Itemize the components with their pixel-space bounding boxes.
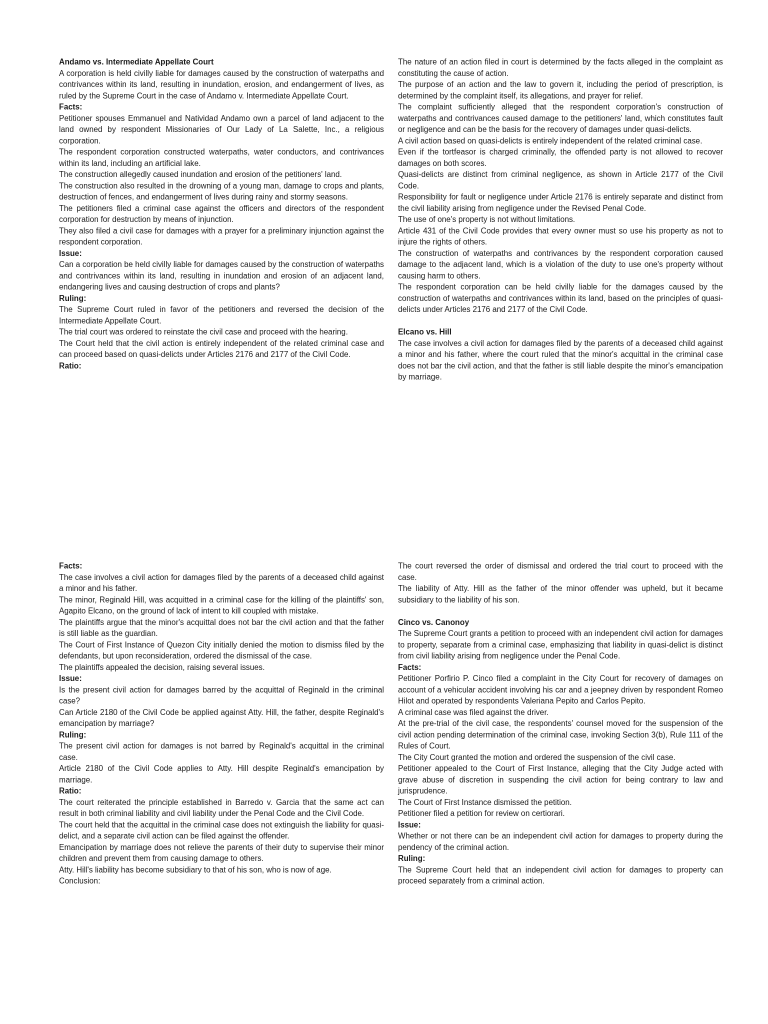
paragraph: Even if the tortfeasor is charged criminally, the offended party is not allowed to recover damages on both scores. <box>398 148 723 168</box>
paragraph: The present civil action for damages is not barred by Reginald's acquittal in the criminal case. <box>59 742 384 762</box>
paragraph: The City Court granted the motion and ordered the suspension of the civil case. <box>398 753 676 762</box>
section-heading: Ratio: <box>59 787 82 796</box>
section-heading: Issue: <box>59 674 82 683</box>
paragraph: Whether or not there can be an independent civil action for damages to property during the pendency of the criminal action. <box>398 832 723 852</box>
section-heading: Ruling: <box>398 854 426 863</box>
paragraph: The minor, Reginald Hill, was acquitted in a criminal case for the killing of the plaintiffs' son, Agapito Elcano, on the ground of lack of intent to kill coupled with mistake. <box>59 595 384 616</box>
paragraph: The respondent corporation constructed waterpaths, water conductors, and contrivances within its land, including an artificial lake. <box>59 148 384 168</box>
section-heading: Elcano vs. Hill <box>398 328 452 337</box>
paragraph: The construction also resulted in the drowning of a young man, damage to crops and plants, destruction of fences, and endangerment of lives during rainy and stormy seasons. <box>59 181 384 202</box>
paragraph: The plaintiffs argue that the minor's acquittal does not bar the civil action and that the father is still liable as the guardian. <box>59 618 384 638</box>
paragraph: The Court of First Instance dismissed the petition. <box>398 798 572 807</box>
page1-left-column <box>59 57 384 372</box>
paragraph: The purpose of an action and the law to govern it, including the period of prescription, is determined by the complaint itself, its allegations, and prayer for relief. <box>398 80 723 101</box>
paragraph: The construction of waterpaths and contrivances by the respondent corporation caused damage to the adjacent land, which is a violation of the duty to use one's property without causing harm to others. <box>398 249 723 281</box>
paragraph: The Court of First Instance of Quezon City initially denied the motion to dismiss filed by the defendants, but upon reconsideration, ordered the dismissal of the case. <box>59 640 384 661</box>
section-heading: Facts: <box>59 103 83 112</box>
paragraph: A civil action based on quasi-delicts is entirely independent of the related criminal case. <box>398 136 703 146</box>
paragraph: The liability of Atty. Hill as the father of the minor offender was upheld, but it became subsidiary to the liability of his son. <box>398 584 723 605</box>
paragraph: The court held that the acquittal in the criminal case does not extinguish the liability for quasi-delict, and a separate civil action can be filed against the offender. <box>59 820 384 841</box>
page2-right-column <box>398 561 723 887</box>
section-heading: Ruling: <box>59 730 87 740</box>
page2-left-column <box>59 561 384 887</box>
paragraph: Quasi-delicts are distinct from criminal negligence, as shown in Article 2177 of the Civil Code. <box>398 170 723 191</box>
paragraph: Article 2180 of the Civil Code applies to Atty. Hill despite Reginald's emancipation by marriage. <box>59 764 384 785</box>
section-heading: Facts: <box>398 663 422 672</box>
paragraph: Can a corporation be held civilly liable for damages caused by the construction of waterpaths and contrivances within its land, resulting in inundation and erosion of an adjacent land, endangering lives and causing destruction of crops and plants? <box>59 260 384 292</box>
paragraph: The Court held that the civil action is entirely independent of the related criminal case and can proceed based on quasi-delicts under Articles 2176 and 2177 of the Civil Code. <box>59 339 384 359</box>
paragraph: The nature of an action filed in court is determined by the facts alleged in the complaint as constituting the cause of action. <box>398 58 723 78</box>
paragraph: The complaint sufficiently alleged that the respondent corporation's construction of waterpaths and contrivances caused damage to the petitioners' land, which constitutes fault or negligence and can be the basis for the recovery of damages under quasi-delicts. <box>398 103 723 134</box>
section-heading: Issue: <box>59 249 82 258</box>
section-heading: Ruling: <box>59 294 87 303</box>
paragraph: The plaintiffs appealed the decision, raising several issues. <box>59 663 265 672</box>
paragraph: Petitioner Porfirio P. Cinco filed a complaint in the City Court for recovery of damages on account of a vehicular accident involving his car and a jeepney driven by respondent Romeo Hilot and operated by respondents Valeriana Pepito and Carlos Pepito. <box>398 674 723 706</box>
paragraph: Emancipation by marriage does not relieve the parents of their duty to supervise their minor children and prevent them from causing damage to others. <box>59 843 384 863</box>
section-heading: Facts: <box>59 562 83 571</box>
paragraph: The construction allegedly caused inundation and erosion of the petitioners' land. <box>59 170 342 179</box>
paragraph: A corporation is held civilly liable for damages caused by the construction of waterpaths and contrivances within its land, resulting in inundation, erosion, and endangerment of lives, as ruled by the Supreme Court in the case of Andamo v. Intermediate Appellate Court. <box>59 69 384 101</box>
paragraph: At the pre-trial of the civil case, the respondents' counsel moved for the suspension of the civil action pending determination of the criminal case, invoking Section 3(b), Rule 111 of the Rules of Court. <box>398 719 723 751</box>
paragraph: The case involves a civil action for damages filed by the parents of a deceased child against a minor and his father. <box>59 573 384 593</box>
paragraph: Can Article 2180 of the Civil Code be applied against Atty. Hill, the father, despite Reginald's emancipation by marriage? <box>59 708 384 728</box>
paragraph: Article 431 of the Civil Code provides that every owner must so use his property as not to injure the rights of others. <box>398 226 723 247</box>
paragraph: Responsibility for fault or negligence under Article 2176 is entirely separate and distinct from the civil liability arising from negligence under the Revised Penal Code. <box>398 193 723 213</box>
paragraph: The trial court was ordered to reinstate the civil case and proceed with the hearing. <box>59 328 348 337</box>
section-heading: Andamo vs. Intermediate Appellate Court <box>59 58 214 67</box>
paragraph: The court reiterated the principle established in Barredo v. Garcia that the same act can result in both criminal liability and civil liability under the Penal Code and the Civil Code. <box>59 798 384 818</box>
paragraph: The use of one's property is not without limitations. <box>398 215 576 224</box>
paragraph: A criminal case was filed against the driver. <box>398 708 549 717</box>
paragraph: Petitioner spouses Emmanuel and Natividad Andamo own a parcel of land adjacent to the land owned by respondent Missionaries of Our Lady of La Salette, Inc., a religious corporation. <box>59 114 384 146</box>
section-heading: Issue: <box>398 820 421 830</box>
paragraph: The petitioners filed a criminal case against the officers and directors of the respondent corporation for destruction by means of injunction. <box>59 204 384 224</box>
paragraph: Conclusion: <box>59 877 101 886</box>
section-heading: Ratio: <box>59 361 82 371</box>
page1-right-column <box>398 57 723 383</box>
paragraph: Petitioner filed a petition for review on certiorari. <box>398 809 565 818</box>
paragraph: The case involves a civil action for damages filed by the parents of a deceased child against a minor and his father, where the court ruled that the minor's acquittal in the criminal case does not bar the civil action, and that the father is still liable despite the minor's emancipation by marriage. <box>398 339 723 382</box>
paragraph: They also filed a civil case for damages with a prayer for a preliminary injunction against the respondent corporation. <box>59 226 384 247</box>
section-heading: Cinco vs. Canonoy <box>398 618 470 627</box>
paragraph: The Supreme Court grants a petition to proceed with an independent civil action for damages to property, separate from a criminal case, emphasizing that liability in quasi-delict is distinct from civil liability arising from negligence under the Penal Code. <box>398 629 723 661</box>
paragraph: The Supreme Court ruled in favor of the petitioners and reversed the decision of the Intermediate Appellate Court. <box>59 305 384 326</box>
paragraph: Petitioner appealed to the Court of First Instance, alleging that the City Judge acted with grave abuse of discretion in suspending the civil action for being contrary to law and jurisprudence. <box>398 764 723 796</box>
paragraph: Atty. Hill's liability has become subsidiary to that of his son, who is now of age. <box>59 865 332 875</box>
paragraph: Is the present civil action for damages barred by the acquittal of Reginald in the criminal case? <box>59 685 384 706</box>
paragraph: The court reversed the order of dismissal and ordered the trial court to proceed with the case. <box>398 562 723 582</box>
paragraph: The respondent corporation can be held civilly liable for the damages caused by the construction of waterpaths and contrivances within its land, based on the principles of quasi-delicts under Articles 2176 and 2177 of the Civil Code. <box>398 283 723 314</box>
spacer <box>398 316 723 327</box>
spacer <box>398 606 723 617</box>
paragraph: The Supreme Court held that an independent civil action for damages to property can proceed separately from a criminal action. <box>398 865 723 886</box>
